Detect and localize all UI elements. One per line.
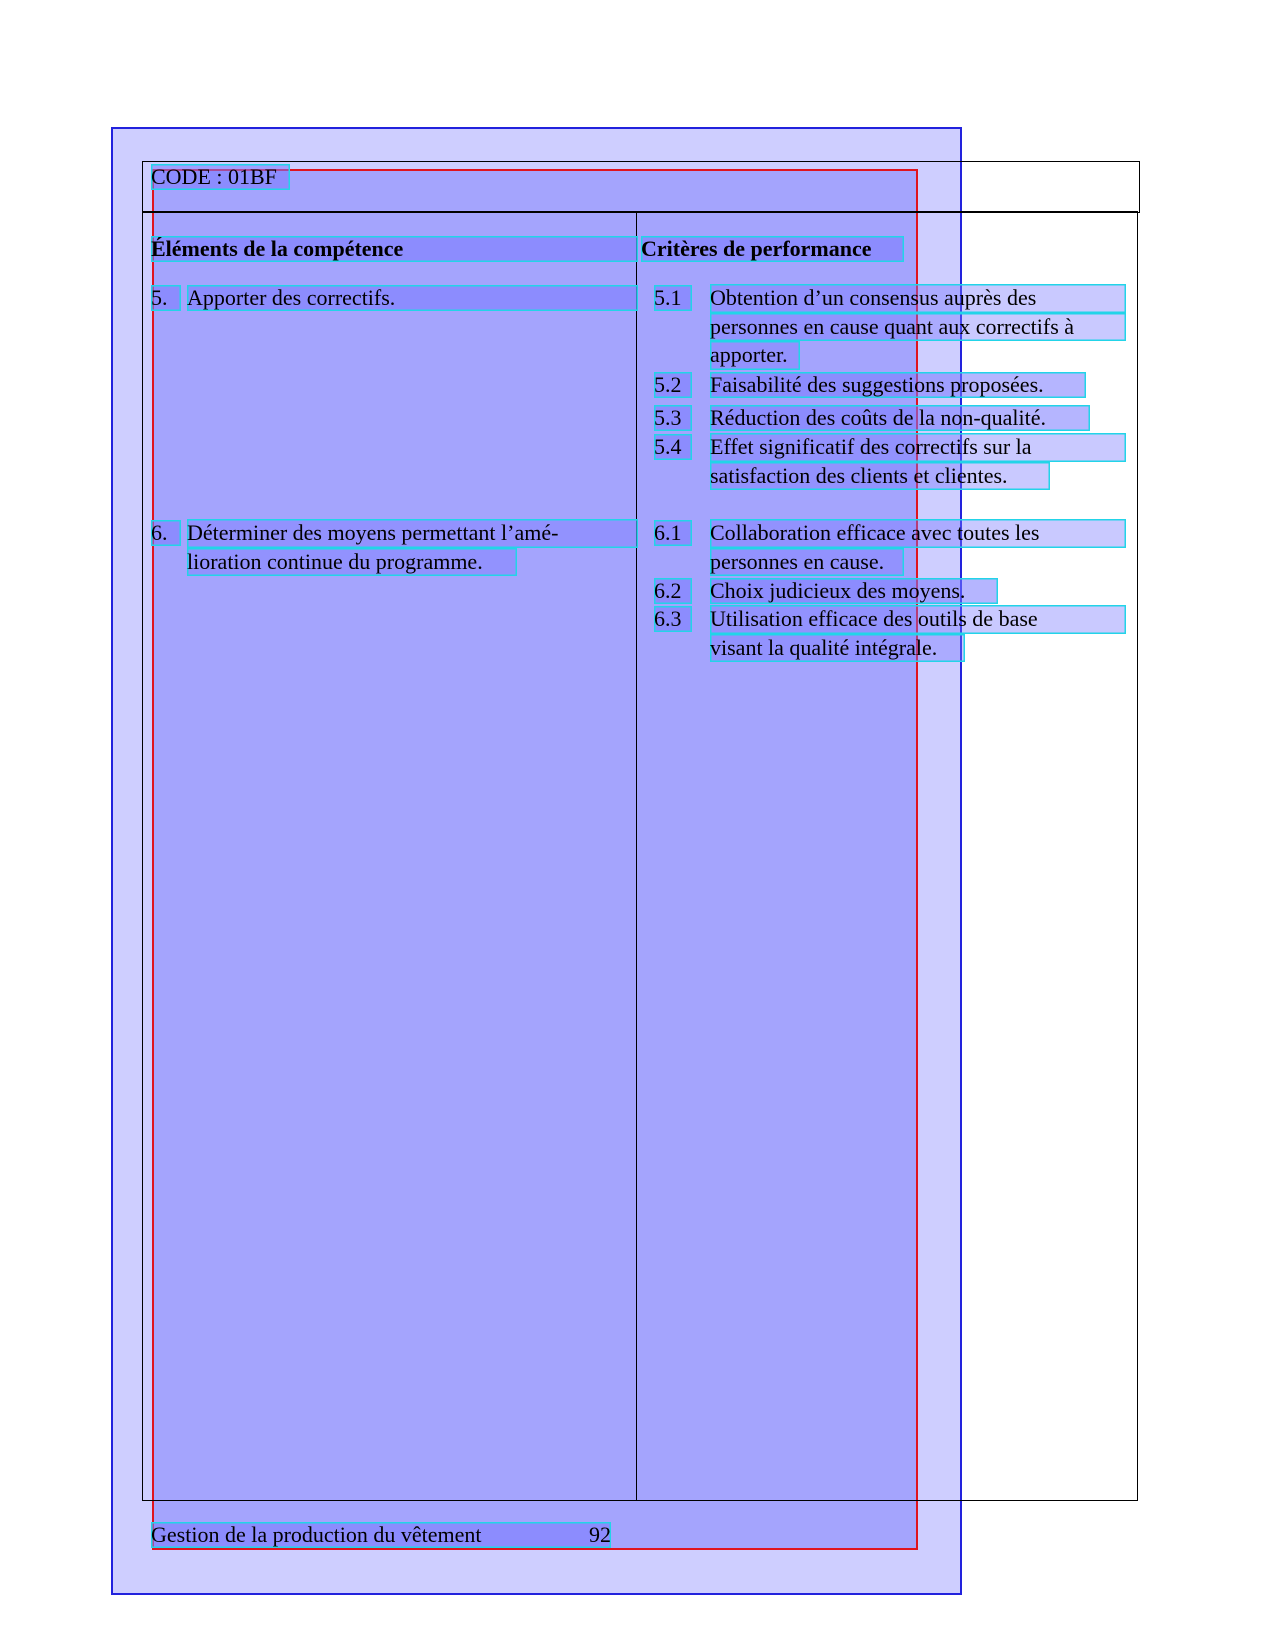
criterion-text [710, 519, 1126, 576]
code-header-frame [142, 161, 1140, 213]
element-text: Apporter des correctifs. [187, 285, 638, 311]
criterion-number: 6.3 [654, 606, 692, 632]
criterion-text-line: apporter. [710, 341, 800, 370]
criterion-text [710, 605, 1126, 662]
criterion-text-line: Effet significatif des correctifs sur la [710, 433, 1126, 462]
criterion-number: 6.2 [654, 578, 692, 604]
criterion-text: Choix judicieux des moyens. [710, 578, 998, 604]
criterion-text: Réduction des coûts de la non-qualité. [710, 405, 1090, 431]
footer-title: Gestion de la production du vêtement [151, 1522, 482, 1547]
criterion-number: 5.2 [654, 372, 692, 398]
page-number: 92 [589, 1522, 611, 1547]
element-text [187, 519, 638, 576]
element-number: 6. [151, 520, 181, 546]
criterion-text [710, 284, 1126, 370]
left-column-heading: Éléments de la compétence [151, 236, 638, 262]
criterion-text [710, 433, 1126, 490]
element-text-line: Déterminer des moyens permettant l’amé- [187, 519, 638, 548]
criterion-text-line: personnes en cause. [710, 548, 904, 577]
criterion-number: 5.3 [654, 405, 692, 431]
criterion-text-line: personnes en cause quant aux correctifs à [710, 313, 1126, 342]
criterion-text-line: satisfaction des clients et clientes. [710, 462, 1050, 491]
criterion-text-line: visant la qualité intégrale. [710, 634, 965, 663]
criterion-number: 6.1 [654, 520, 692, 546]
page-footer [151, 1522, 611, 1548]
criterion-number: 5.4 [654, 434, 692, 460]
element-number: 5. [151, 285, 181, 311]
criterion-number: 5.1 [654, 285, 692, 311]
criterion-text: Faisabilité des suggestions proposées. [710, 372, 1086, 398]
column-divider [636, 212, 637, 1500]
criterion-text-line: Obtention d’un consensus auprès des [710, 284, 1126, 313]
competence-code: CODE : 01BF [151, 164, 290, 190]
criterion-text-line: Utilisation efficace des outils de base [710, 605, 1126, 634]
right-column-heading: Critères de performance [641, 236, 904, 262]
criterion-text-line: Collaboration efficace avec toutes les [710, 519, 1126, 548]
element-text-line: lioration continue du programme. [187, 548, 517, 577]
